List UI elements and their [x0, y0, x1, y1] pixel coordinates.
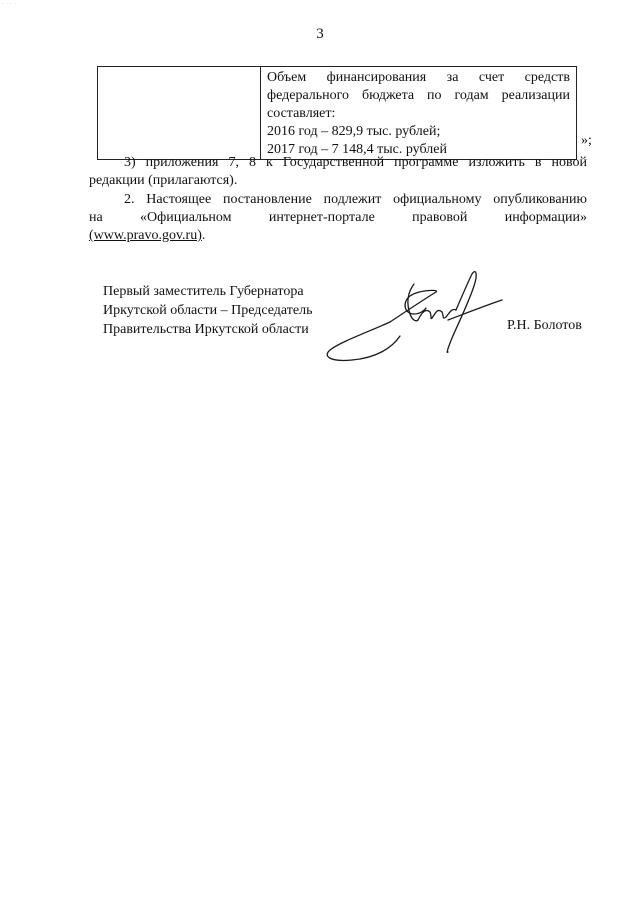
signer-title-line: Правительства Иркутской области — [103, 322, 309, 337]
portal-link[interactable]: (www.pravo.gov.ru) — [89, 228, 202, 243]
funding-line: Объем финансирования за счет средств — [267, 70, 570, 85]
table-cell-empty — [98, 67, 261, 160]
paragraph-text: редакции (прилагаются). — [89, 173, 238, 188]
paragraph-text: на «Официальном интернет-портале правовой информации» — [89, 210, 587, 225]
handwritten-signature-icon — [318, 262, 508, 372]
funding-line: 2016 год – 829,9 тыс. рублей; — [267, 124, 441, 139]
signer-title-line: Иркутской области – Председатель — [103, 303, 313, 318]
funding-line: 2017 год – 7 148,4 тыс. рублей — [267, 142, 447, 157]
page-number: 3 — [316, 26, 324, 42]
scan-artifact: · ·· · — [2, 2, 18, 7]
closing-quote: »; — [581, 133, 592, 148]
paragraph-item-2 — [89, 191, 587, 245]
funding-line: федерального бюджета по годам реализации — [267, 88, 570, 103]
paragraph-text: 3) приложения 7, 8 к Государственной программе изложить в новой — [124, 155, 587, 170]
funding-table — [97, 66, 577, 160]
signer-title — [103, 282, 312, 339]
signer-title-line: Первый заместитель Губернатора — [103, 284, 304, 299]
paragraph-text: 2. Настоящее постановление подлежит официальному опубликованию — [124, 192, 587, 207]
funding-line: составляет: — [267, 106, 336, 121]
signer-name: Р.Н. Болотов — [507, 318, 582, 333]
paragraph-item-3 — [89, 154, 587, 190]
table-cell-funding — [261, 67, 577, 160]
paragraph-text: . — [201, 228, 206, 243]
